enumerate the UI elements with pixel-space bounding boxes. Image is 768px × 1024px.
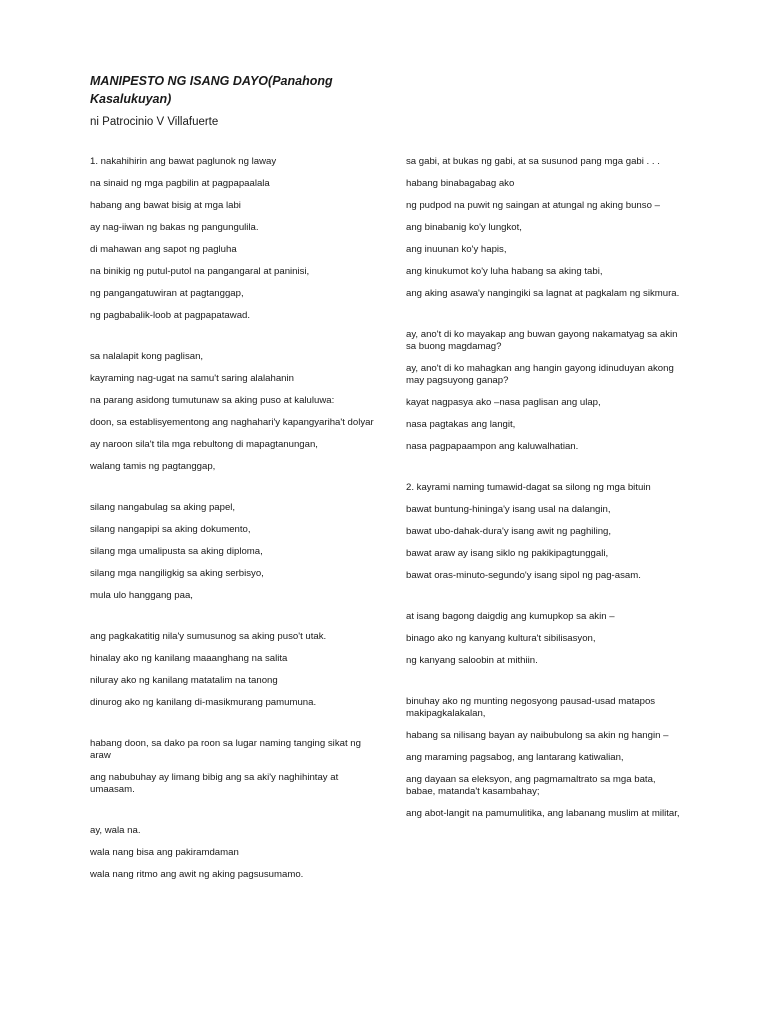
- stanza: [406, 156, 686, 300]
- poem-line: na parang asidong tumutunaw sa aking puso at kaluluwa:: [90, 395, 335, 406]
- poem-line: na binikig ng putul-putol na pangangaral at paninisi,: [90, 266, 310, 277]
- poem-line: silang nangabulag sa aking papel,: [90, 502, 236, 513]
- poem-line: sa gabi, at bukas ng gabi, at sa susunod pang mga gabi . . .: [406, 156, 660, 167]
- stanza: [406, 611, 686, 667]
- stanza: [90, 502, 375, 602]
- poem-line: habang sa nilisang bayan ay naibubulong sa akin ng hangin –: [406, 730, 669, 741]
- poem-line: sa nalalapit kong paglisan,: [90, 351, 204, 362]
- poem-line: ay, ano't di ko mayakap ang buwan gayong nakamatyag sa akin sa buong magdamag?: [406, 329, 678, 352]
- poem-line: mula ulo hanggang paa,: [90, 590, 193, 601]
- stanza: [90, 825, 375, 881]
- poem-line: ang dayaan sa eleksyon, ang pagmamaltrato sa mga bata, babae, matanda't kasambahay;: [406, 774, 656, 797]
- poem-line: ang aking asawa'y nangingiki sa lagnat at pagkalam ng sikmura.: [406, 288, 680, 299]
- poem-line: ay nag-iiwan ng bakas ng pangungulila.: [90, 222, 259, 233]
- stanza: [90, 738, 375, 796]
- poem-line: ay, ano't di ko mahagkan ang hangin gayong idinuduyan akong may pagsuyong ganap?: [406, 363, 674, 386]
- poem-line: ang pagkakatitig nila'y sumusunog sa aking puso't utak.: [90, 631, 327, 642]
- poem-line: wala nang ritmo ang awit ng aking pagsusumamo.: [90, 869, 304, 880]
- poem-line: hinalay ako ng kanilang maaanghang na salita: [90, 653, 288, 664]
- poem-author: ni Patrocinio V Villafuerte: [90, 116, 219, 128]
- poem-line: ng kanyang saloobin at mithiin.: [406, 655, 538, 666]
- poem-line: ng pagbabalik-loob at pagpapatawad.: [90, 310, 251, 321]
- poem-line: ang binabanig ko'y lungkot,: [406, 222, 522, 233]
- poem-line: bawat ubo-dahak-dura'y isang awit ng paghiling,: [406, 526, 612, 537]
- stanza: [90, 156, 375, 322]
- poem-title: MANIPESTO NG ISANG DAYO(Panahong Kasalukuyan): [90, 74, 333, 106]
- poem-line: ang nabubuhay ay limang bibig ang sa aki'y naghihintay at umaasam.: [90, 772, 339, 795]
- poem-line: na sinaid ng mga pagbilin at pagpapaalala: [90, 178, 270, 189]
- poem-line: habang ang bawat bisig at mga labi: [90, 200, 241, 211]
- stanza: [406, 482, 686, 582]
- poem-line: habang binabagabag ako: [406, 178, 515, 189]
- poem-line: bawat buntung-hininga'y isang usal na dalangin,: [406, 504, 611, 515]
- poem-line: ng pudpod na puwit ng saingan at atungal ng aking bunso –: [406, 200, 660, 211]
- poem-line: nasa pagtakas ang langit,: [406, 419, 516, 430]
- stanza: [406, 329, 686, 453]
- poem-line: silang mga nangiligkig sa aking serbisyo,: [90, 568, 264, 579]
- poem-line: dinurog ako ng kanilang di-masikmurang pamumuna.: [90, 697, 317, 708]
- poem-line: silang mga umalipusta sa aking diploma,: [90, 546, 263, 557]
- poem-line: binago ako ng kanyang kultura't sibilisasyon,: [406, 633, 596, 644]
- stanza: [406, 696, 686, 820]
- poem-line: 2. kayrami naming tumawid-dagat sa silong ng mga bituin: [406, 482, 651, 493]
- poem-line: walang tamis ng pagtanggap,: [90, 461, 216, 472]
- left-column: [90, 156, 375, 910]
- poem-line: niluray ako ng kanilang matatalim na tanong: [90, 675, 278, 686]
- stanza: [90, 631, 375, 709]
- stanza: [90, 351, 375, 473]
- poem-line: ang abot-langit na pamumulitika, ang labanang muslim at militar,: [406, 808, 680, 819]
- poem-line: binuhay ako ng munting negosyong pausad-usad matapos makipagkalakalan,: [406, 696, 656, 719]
- poem-line: habang doon, sa dako pa roon sa lugar naming tanging sikat ng araw: [90, 738, 361, 761]
- poem-line: kayat nagpasya ako –nasa paglisan ang ulap,: [406, 397, 601, 408]
- poem-line: kayraming nag-ugat na samu't saring alalahanin: [90, 373, 294, 384]
- poem-line: bawat oras-minuto-segundo'y isang sipol ng pag-asam.: [406, 570, 641, 581]
- poem-line: bawat araw ay isang siklo ng pakikipagtunggali,: [406, 548, 609, 559]
- poem-line: wala nang bisa ang pakiramdaman: [90, 847, 239, 858]
- poem-line: ang inuunan ko'y hapis,: [406, 244, 507, 255]
- poem-line: doon, sa establisyementong ang naghahari'y kapangyariha't dolyar: [90, 417, 374, 428]
- poem-line: silang nangapipi sa aking dokumento,: [90, 524, 251, 535]
- poem-line: ang kinukumot ko'y luha habang sa aking tabi,: [406, 266, 603, 277]
- poem-line: ay naroon sila't tila mga rebultong di mapagtanungan,: [90, 439, 318, 450]
- poem-line: di mahawan ang sapot ng pagluha: [90, 244, 237, 255]
- poem-line: ay, wala na.: [90, 825, 141, 836]
- right-column: [406, 156, 686, 849]
- poem-line: ang maraming pagsabog, ang lantarang katiwalian,: [406, 752, 624, 763]
- poem-line: at isang bagong daigdig ang kumupkop sa akin –: [406, 611, 615, 622]
- poem-line: 1. nakahihirin ang bawat paglunok ng laway: [90, 156, 277, 167]
- poem-line: nasa pagpapaampon ang kaluwalhatian.: [406, 441, 579, 452]
- poem-line: ng pangangatuwiran at pagtanggap,: [90, 288, 244, 299]
